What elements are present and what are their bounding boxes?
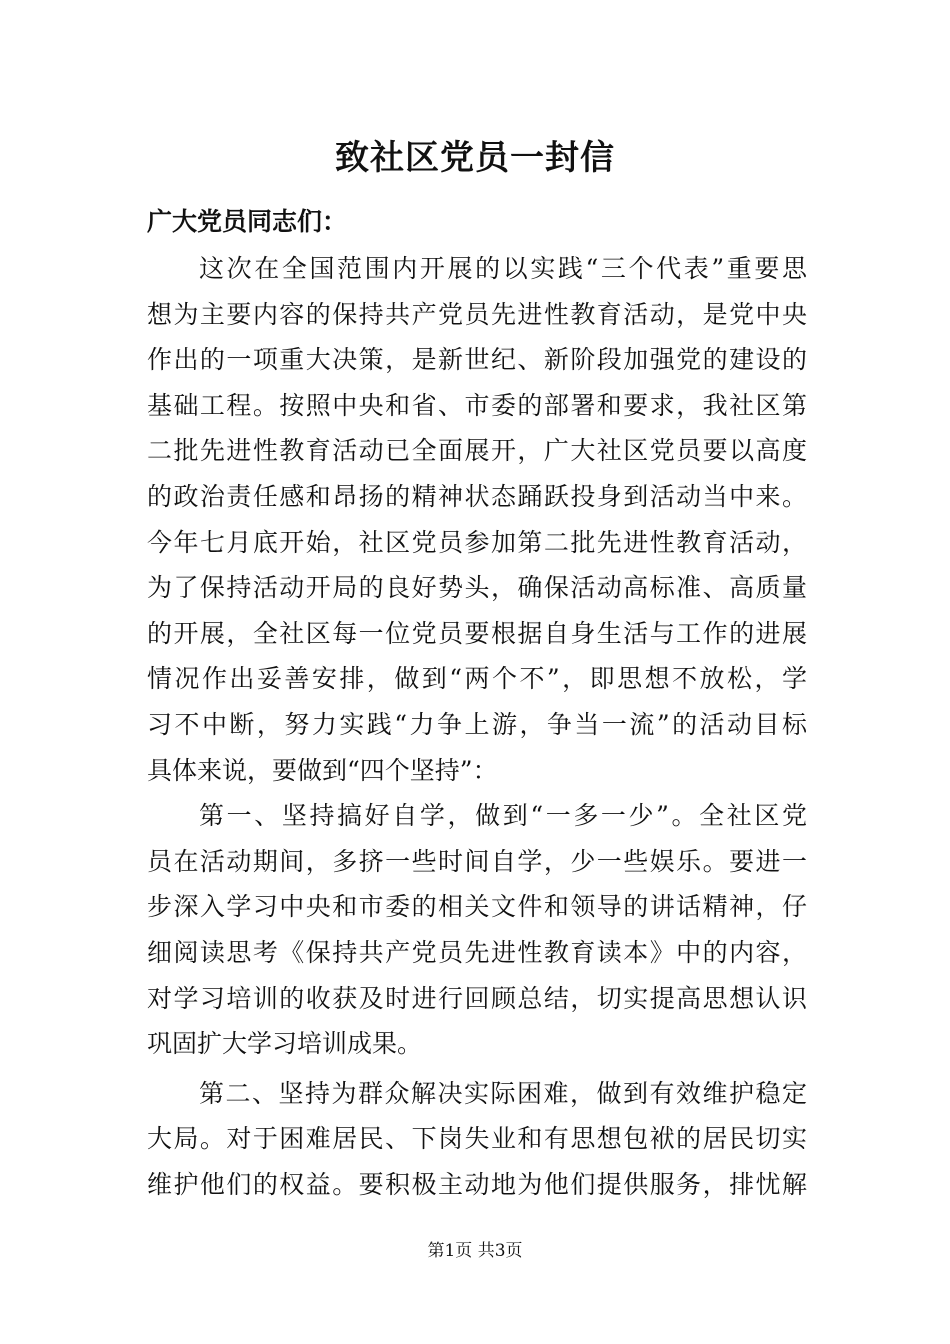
- document-title: 致社区党员一封信: [335, 138, 615, 178]
- paragraph-line: 具体来说，要做到“四个坚持”：: [147, 755, 498, 785]
- paragraph-line: 的政治责任感和昂扬的精神状态踊跃投身到活动当中来。: [147, 481, 807, 511]
- paragraph-line: 作出的一项重大决策，是新世纪、新阶段加强党的建设的: [147, 345, 807, 375]
- paragraph-line: 二批先进性教育活动已全面展开，广大社区党员要以高度: [147, 436, 807, 466]
- paragraph-line: 为了保持活动开局的良好势头，确保活动高标准、高质量: [147, 573, 807, 603]
- paragraph-line: 巩固扩大学习培训成果。: [147, 1029, 423, 1059]
- paragraph-line: 对学习培训的收获及时进行回顾总结，切实提高思想认识: [147, 983, 807, 1013]
- paragraph-line: 今年七月底开始，社区党员参加第二批先进性教育活动，: [147, 527, 807, 557]
- letter-body: [147, 246, 807, 1207]
- paragraph-line: 第一、坚持搞好自学，做到“一多一少”。全社区党: [199, 801, 807, 831]
- paragraph-line: 步深入学习中央和市委的相关文件和领导的讲话精神，仔: [147, 892, 807, 922]
- paragraph-line: 细阅读思考《保持共产党员先进性教育读本》中的内容，: [147, 937, 807, 967]
- paragraph-line: 想为主要内容的保持共产党员先进性教育活动，是党中央: [147, 299, 807, 329]
- paragraph-line: 大局。对于困难居民、下岗失业和有思想包袱的居民切实: [147, 1124, 807, 1154]
- paragraph-line: 第二、坚持为群众解决实际困难，做到有效维护稳定: [199, 1078, 807, 1108]
- paragraph-line: 维护他们的权益。要积极主动地为他们提供服务，排忧解: [147, 1169, 807, 1199]
- paragraph-line: 情况作出妥善安排，做到“两个不”，即思想不放松，学: [147, 664, 807, 694]
- paragraph-line: 的开展，全社区每一位党员要根据自身生活与工作的进展: [147, 618, 807, 648]
- paragraph-line: 这次在全国范围内开展的以实践“三个代表”重要思: [199, 254, 807, 283]
- salutation: 广大党员同志们：: [147, 207, 348, 236]
- page-footer: 第1页 共3页: [427, 1241, 523, 1261]
- paragraph-line: 基础工程。按照中央和省、市委的部署和要求，我社区第: [147, 390, 807, 420]
- paragraph-line: 习不中断，努力实践“力争上游，争当一流”的活动目标: [147, 709, 807, 739]
- paragraph-line: 员在活动期间，多挤一些时间自学，少一些娱乐。要进一: [147, 846, 807, 876]
